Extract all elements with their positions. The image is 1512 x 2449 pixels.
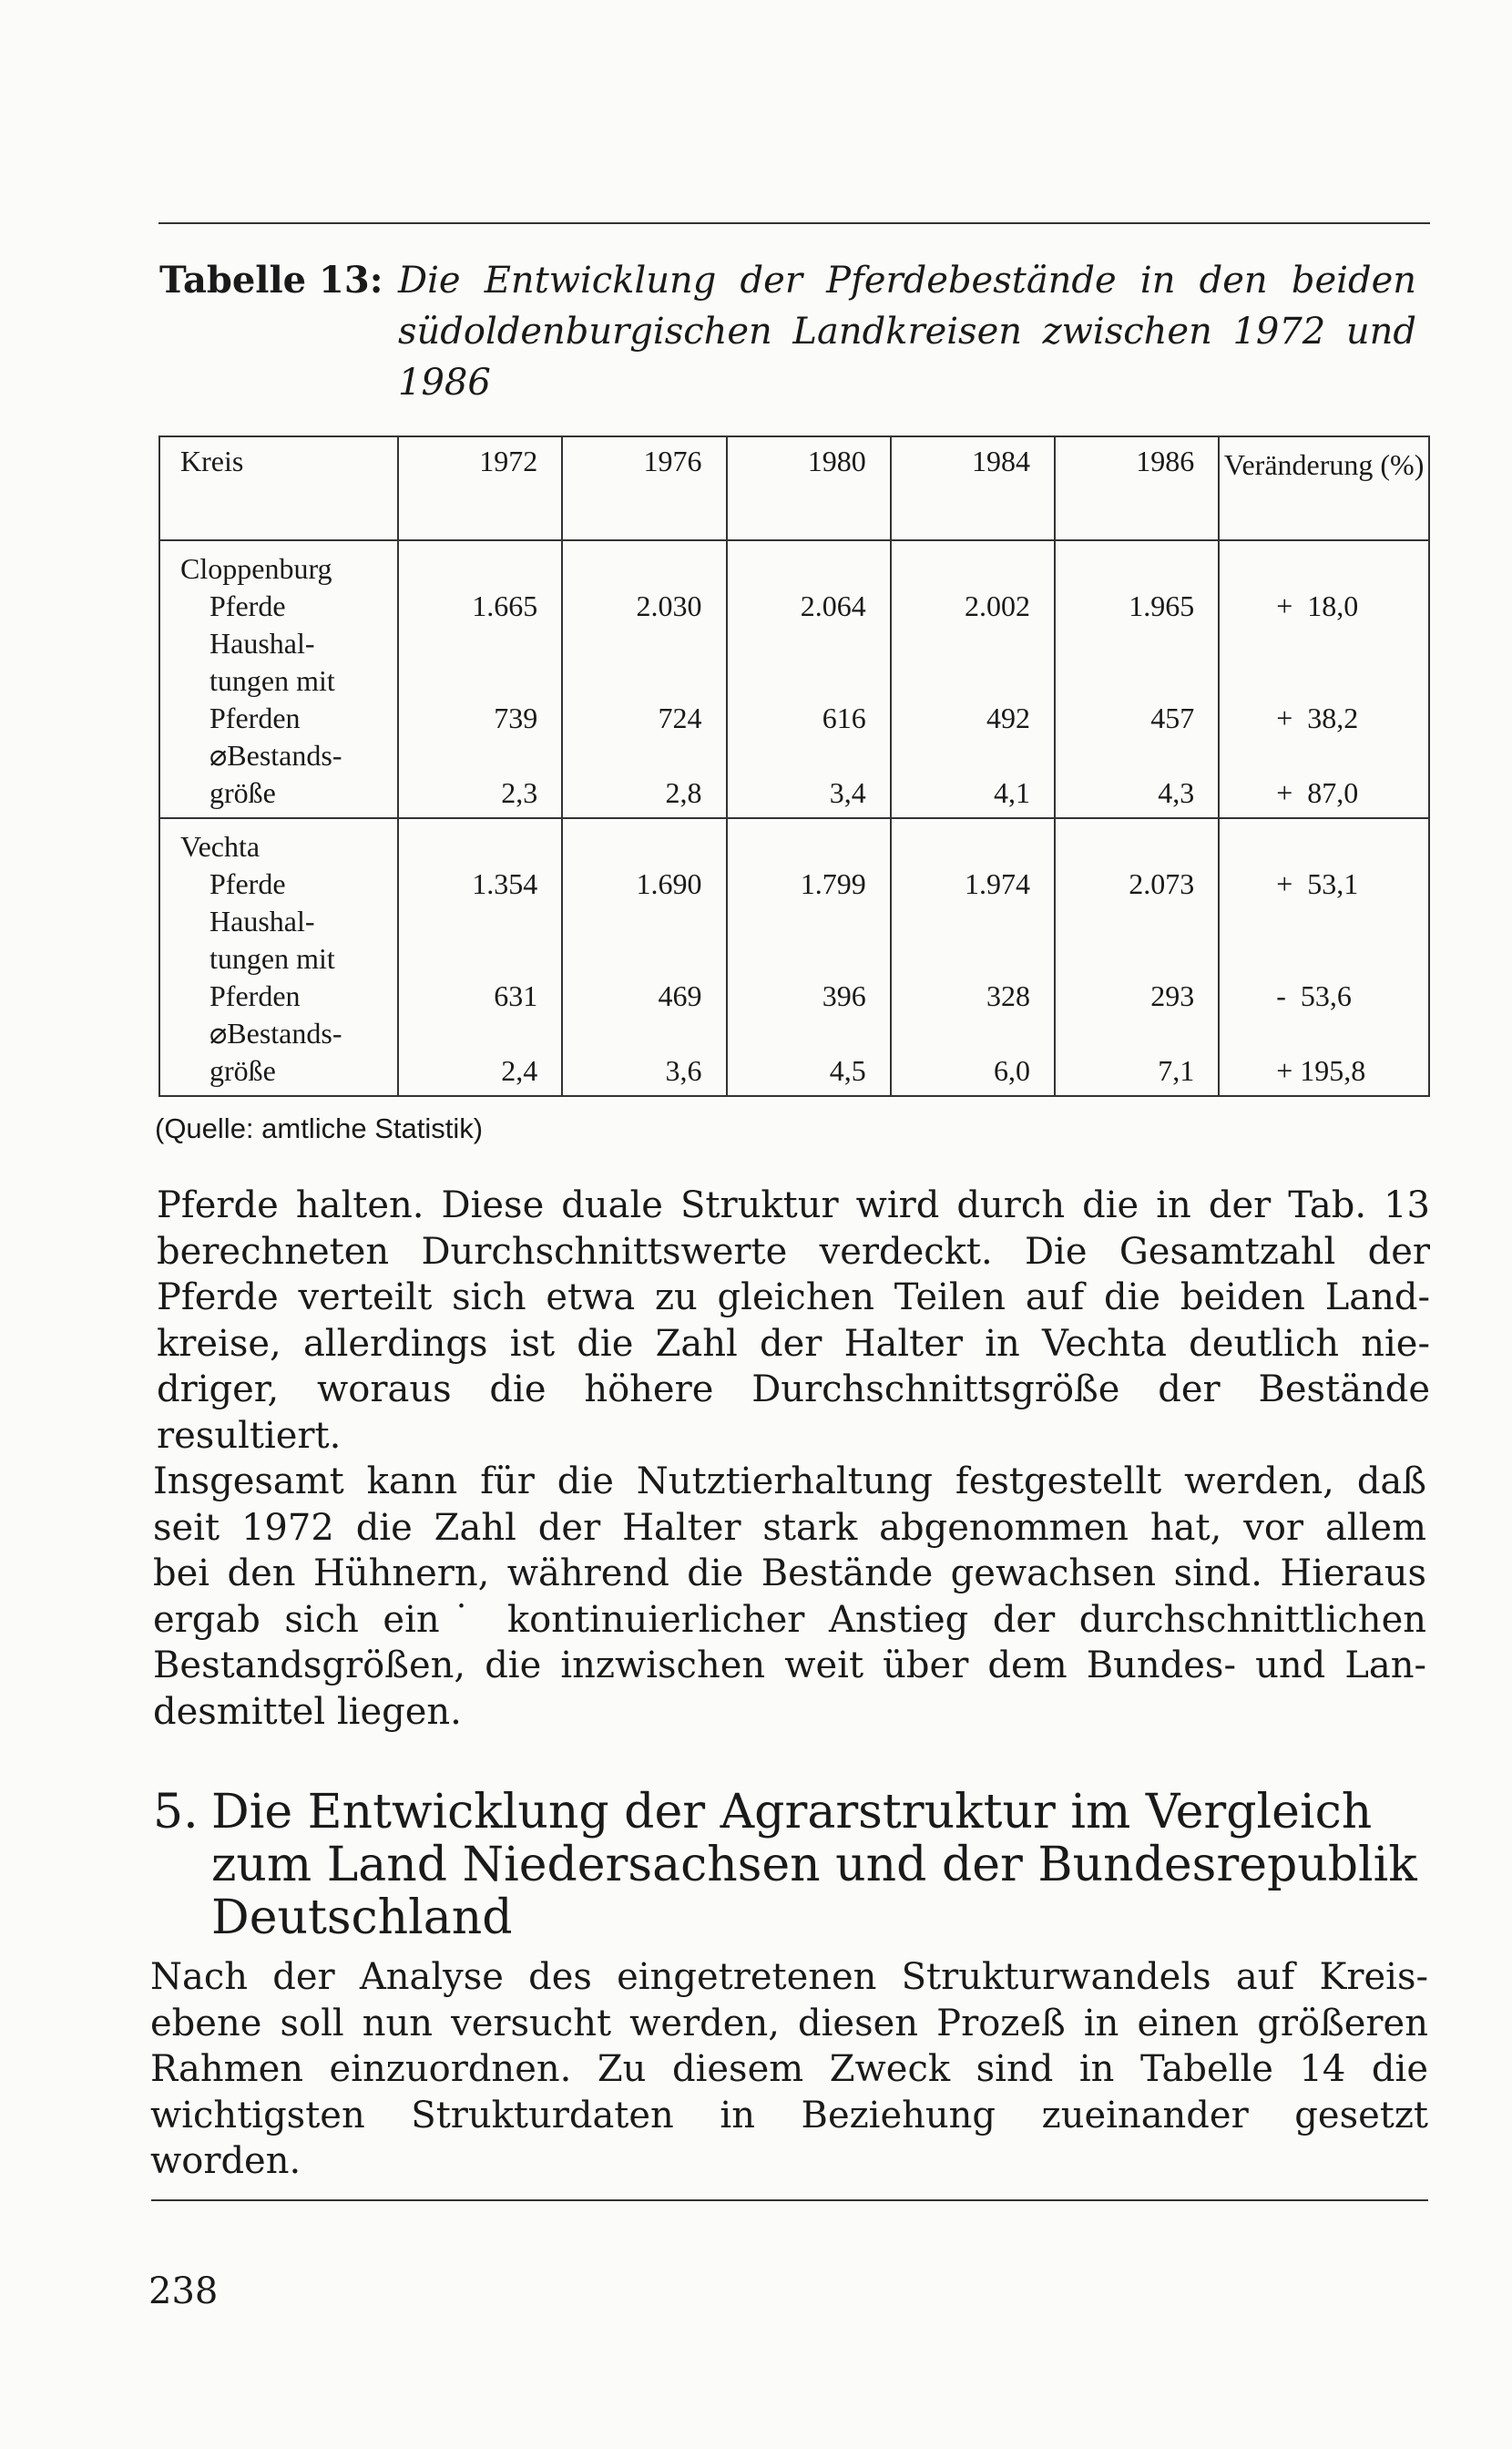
- table-cell: 4,3: [1158, 776, 1195, 809]
- text-line: ergab sich ein˙ kontinuierlicher Anstieg der durchschnittlichen: [153, 1598, 1426, 1641]
- table-group-cloppenburg: [159, 540, 1429, 818]
- row-label: Pferde: [209, 589, 286, 622]
- table-cell: 4,5: [829, 1054, 866, 1087]
- year-column: [398, 818, 562, 1096]
- change-column: [1219, 540, 1429, 818]
- year-column: [727, 818, 891, 1096]
- text-line: wichtigsten Strukturdaten in Beziehung zueinander gesetzt: [150, 2094, 1428, 2136]
- row-label: Haushal-: [209, 905, 315, 938]
- row-label: größe: [209, 1054, 276, 1087]
- year-column: [562, 540, 726, 818]
- text-line: resultiert.: [157, 1414, 342, 1457]
- table-cell: 1.799: [800, 867, 866, 900]
- change-cell: + 18,0: [1276, 589, 1359, 622]
- col-header-1976: 1976: [562, 436, 726, 540]
- text-line: Pferde halten. Diese duale Struktur wird durch die in der Tab. 13: [157, 1184, 1430, 1226]
- table-cell: 616: [822, 702, 866, 734]
- table-cell: 469: [658, 979, 702, 1012]
- row-label: größe: [209, 776, 276, 809]
- table-cell: 396: [822, 979, 866, 1012]
- row-label: Pferden: [209, 979, 301, 1012]
- row-label: Pferden: [209, 702, 301, 734]
- group-name: Cloppenburg: [180, 552, 332, 585]
- col-header-1980: 1980: [727, 436, 891, 540]
- text-line: desmittel liegen.: [153, 1690, 462, 1733]
- year-column: [727, 540, 891, 818]
- paragraph-section-intro: [150, 1954, 1428, 2185]
- table-cell: 2.030: [636, 589, 702, 622]
- heading-line: Deutschland: [211, 1891, 513, 1945]
- bottom-rule: [151, 2199, 1428, 2201]
- page-number: 238: [148, 2270, 219, 2312]
- text-line: Bestandsgrößen, die inzwischen weit über dem Bundes- und Lan-: [153, 1645, 1426, 1686]
- text-line: Pferde verteilt sich etwa zu gleichen Teilen auf die beiden Land-: [157, 1276, 1430, 1318]
- table-cell: 4,1: [994, 776, 1030, 809]
- change-cell: + 53,1: [1276, 867, 1359, 900]
- table-cell: 2.073: [1129, 867, 1195, 900]
- table-cell: 1.690: [636, 867, 702, 900]
- row-label: ⌀Bestands-: [209, 739, 342, 772]
- year-column: [891, 540, 1055, 818]
- change-column: [1219, 818, 1429, 1096]
- table-cell: 2,4: [501, 1054, 538, 1087]
- col-header-1986: 1986: [1055, 436, 1219, 540]
- table-cell: 6,0: [994, 1054, 1030, 1087]
- paragraph-livestock-summary: [153, 1459, 1426, 1735]
- row-labels: [159, 540, 398, 818]
- text-line: Rahmen einzuordnen. Zu diesem Zweck sind in Tabelle 14 die: [150, 2048, 1428, 2090]
- text-line: ebene soll nun versucht werden, diesen Prozeß in einen größeren: [150, 2002, 1428, 2044]
- paragraph-horse-structure: [157, 1183, 1430, 1459]
- change-cell: - 53,6: [1276, 979, 1352, 1012]
- row-label: ⌀Bestands-: [209, 1017, 342, 1050]
- year-column: [1055, 818, 1219, 1096]
- table-group-vechta: [159, 818, 1429, 1096]
- heading-line: Die Entwicklung der Agrarstruktur im Vergleich: [211, 1785, 1373, 1839]
- text-line: worden.: [150, 2140, 301, 2182]
- table-cell: 2,3: [501, 776, 538, 809]
- table-cell: 3,4: [829, 776, 866, 809]
- group-name: Vechta: [180, 830, 261, 863]
- table-cell: 2.002: [965, 589, 1030, 622]
- table-cell: 1.354: [472, 867, 538, 900]
- text-line: berechneten Durchschnittswerte verdeckt. Die Gesamtzahl der: [157, 1230, 1430, 1273]
- text-line: Insgesamt kann für die Nutztierhaltung festgestellt werden, daß: [153, 1460, 1426, 1502]
- year-column: [562, 818, 726, 1096]
- row-label: tungen mit: [209, 942, 335, 975]
- year-column: [891, 818, 1055, 1096]
- change-cell: + 87,0: [1276, 776, 1359, 809]
- text-line: seit 1972 die Zahl der Halter stark abgenommen hat, vor allem: [153, 1506, 1426, 1549]
- table-source: (Quelle: amtliche Statistik): [155, 1112, 484, 1144]
- change-cell: + 195,8: [1276, 1054, 1366, 1087]
- table-header-row: [159, 436, 1429, 540]
- table-cell: 3,6: [665, 1054, 702, 1087]
- table-cell: 492: [986, 702, 1030, 734]
- text-line: driger, woraus die höhere Durchschnittsgröße der Bestände: [157, 1368, 1430, 1410]
- table-cell: 724: [658, 702, 702, 734]
- table-cell: 2.064: [800, 589, 866, 622]
- col-header-kreis: Kreis: [159, 436, 398, 540]
- section-number: 5.: [153, 1785, 199, 1839]
- table-cell: 293: [1150, 979, 1195, 1012]
- horse-stock-table: [158, 435, 1430, 1097]
- table-cell: 457: [1150, 702, 1195, 734]
- row-label: Haushal-: [209, 627, 315, 660]
- text-line: bei den Hühnern, während die Bestände gewachsen sind. Hieraus: [153, 1552, 1426, 1594]
- table-cell: 1.965: [1129, 589, 1195, 622]
- col-header-1984: 1984: [891, 436, 1055, 540]
- table-cell: 7,1: [1158, 1054, 1195, 1087]
- table-cell: 1.665: [472, 589, 538, 622]
- col-header-change: Veränderung (%): [1219, 436, 1429, 540]
- text-line: Nach der Analyse des eingetretenen Strukturwandels auf Kreis-: [150, 1956, 1428, 1998]
- caption-text: Die Entwicklung der Pferdebestände in den beiden südoldenburgischen Landkreisen zwischen 1972 und 1986: [398, 260, 1416, 404]
- caption-label: Tabelle 13:: [159, 259, 383, 302]
- year-column: [1055, 540, 1219, 818]
- table-cell: 739: [494, 702, 538, 734]
- text-line: kreise, allerdings ist die Zahl der Halter in Vechta deutlich nie-: [157, 1322, 1430, 1365]
- table-cell: 2,8: [665, 776, 702, 809]
- heading-line: zum Land Niedersachsen und der Bundesrepublik: [211, 1838, 1417, 1892]
- table-cell: 631: [494, 979, 538, 1012]
- table-cell: 328: [986, 979, 1030, 1012]
- year-column: [398, 540, 562, 818]
- row-label: tungen mit: [209, 664, 335, 697]
- row-label: Pferde: [209, 867, 286, 900]
- change-cell: + 38,2: [1276, 702, 1359, 734]
- top-rule: [158, 222, 1430, 224]
- row-labels: [159, 818, 398, 1096]
- col-header-1972: 1972: [398, 436, 562, 540]
- table-cell: 1.974: [965, 867, 1030, 900]
